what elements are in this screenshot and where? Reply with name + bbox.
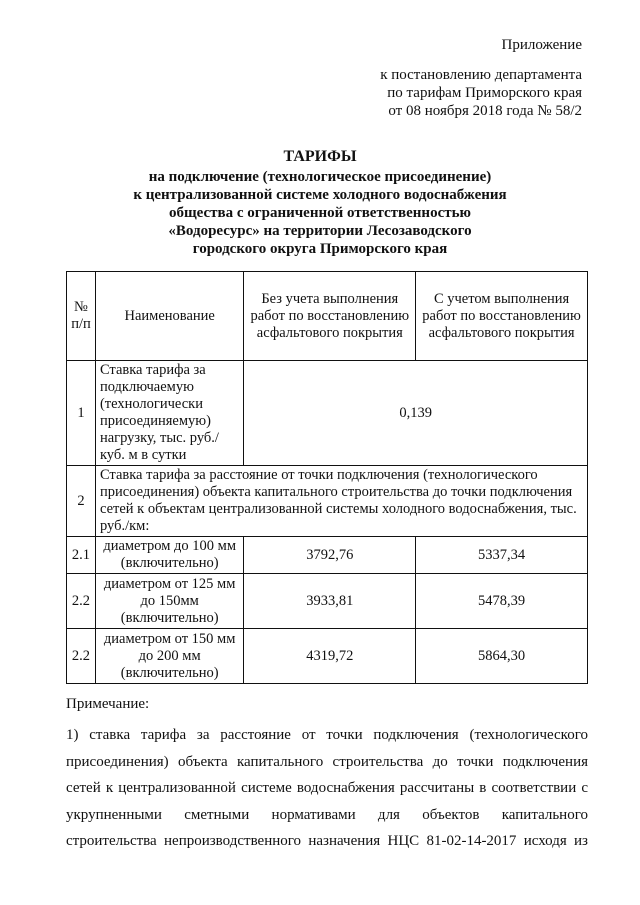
document-title [60, 148, 580, 258]
note-line: укрупненными сметными нормативами для объектов капитального [66, 806, 588, 823]
table-row [67, 629, 588, 684]
table-row [67, 537, 588, 574]
note-body [66, 722, 588, 855]
table-row [67, 466, 588, 537]
row-name: Ставка тарифа за подключаемую (технологически присоединяемую) нагрузку, тыс. руб./куб. м в сутки [95, 361, 243, 466]
note-line: сетей к централизованной системе водоснабжения рассчитаны в соответствии с [66, 780, 588, 796]
row-value-with: 5478,39 [416, 574, 588, 629]
table-row [67, 574, 588, 629]
row-value-with: 5864,30 [416, 629, 588, 684]
row-value-without: 4319,72 [244, 629, 416, 684]
title-line: «Водоресурс» на территории Лесозаводского [168, 223, 472, 239]
row-name: диаметром от 150 мм до 200 мм (включительно) [95, 629, 243, 684]
table-row [67, 361, 588, 466]
title-line: на подключение (технологическое присоединение) [148, 169, 492, 185]
appendix-ref-line: по тарифам Приморского края [387, 85, 582, 101]
row-no: 2.1 [67, 537, 96, 574]
note-title: Примечание: [66, 696, 150, 712]
row-name: диаметром до 100 мм (включительно) [95, 537, 243, 574]
row-name: Ставка тарифа за расстояние от точки подключения (технологического присоединения) объекта капитального строительства до точки подключения сетей к объектам централизованной системы холодного водоснабжения, тыс. руб./км: [95, 466, 587, 537]
appendix-ref-line: к постановлению департамента [380, 67, 582, 83]
header-name: Наименование [95, 272, 243, 361]
appendix-header [262, 36, 582, 136]
row-value-without: 3933,81 [244, 574, 416, 629]
row-no: 1 [67, 361, 96, 466]
row-value: 0,139 [244, 361, 588, 466]
appendix-date: от 08 ноября 2018 года № 58/2 [388, 103, 582, 119]
header-no: № п/п [67, 272, 96, 361]
note-line: 1) ставка тарифа за расстояние от точки подключения (технологического [66, 727, 588, 743]
title-main: ТАРИФЫ [283, 148, 357, 165]
row-name: диаметром от 125 мм до 150мм (включительно) [95, 574, 243, 629]
header-with-asphalt: С учетом выполнения работ по восстановлению асфальтового покрытия [416, 272, 588, 361]
title-line: к централизованной системе холодного водоснабжения [133, 187, 507, 203]
title-line: общества с ограниченной ответственностью [169, 205, 471, 221]
header-without-asphalt: Без учета выполнения работ по восстановлению асфальтового покрытия [244, 272, 416, 361]
row-value-without: 3792,76 [244, 537, 416, 574]
appendix-label: Приложение [501, 37, 582, 53]
note-line: присоединения) объекта капитального строительства до точки подключения [66, 753, 588, 770]
row-no: 2.2 [67, 629, 96, 684]
note-line: строительства непроизводственного назначения НЦС 81-02-14-2017 исходя из [66, 833, 588, 849]
tariff-table [66, 271, 588, 684]
title-line: городского округа Приморского края [192, 241, 448, 257]
row-no: 2.2 [67, 574, 96, 629]
row-value-with: 5337,34 [416, 537, 588, 574]
row-no: 2 [67, 466, 96, 537]
table-header-row [67, 272, 588, 361]
